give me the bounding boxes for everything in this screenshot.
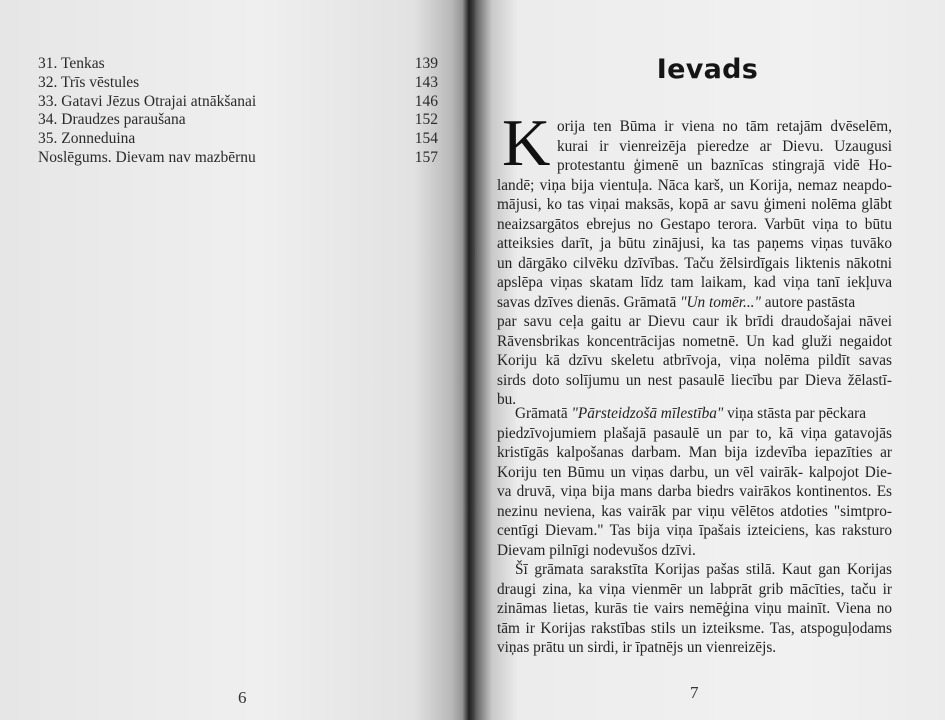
text-line: kurai ir vienreizēja pieredze ar Dievu. Uzaugusi [557, 137, 892, 155]
text-line: bu. [497, 391, 517, 408]
toc-entry [38, 149, 438, 168]
text-line: un dārgāko cilvēku dzīvības. Taču žēlsirdīgais liktenis nākotni [497, 254, 892, 272]
toc-entry-page: 157 [414, 148, 438, 166]
drop-cap: K [502, 106, 551, 180]
toc-entry-title: Noslēgums. Dievam nav mazbērnu [38, 148, 256, 166]
text-line: zināmas lietas, kurās tie vairs nemēģina viņu mainīt. Viena no [497, 600, 892, 617]
toc-entry [38, 93, 438, 112]
text-line: orija ten Būma ir viena no tām retajām dvēselēm, [557, 118, 892, 135]
toc-entry-page: 143 [414, 73, 438, 91]
text-line: Koriju ten Būmu un viņas darbu, un vēl vairāk- kalpojot Die- [497, 463, 892, 481]
left-page [0, 0, 470, 720]
text-line: kristīgās kalpošanas darbam. Man bija izdevība iepazīties ar [497, 444, 892, 461]
text-segment: Grāmatā [515, 405, 568, 422]
text-line [515, 404, 892, 424]
text-line: atteiksies darīt, ja būtu zinājusi, ka tas paņems viņas tuvāko [497, 235, 892, 252]
text-line: nezinu neviena, kas vairāk par viņu vēlētos atdoties "simtpro- [497, 502, 892, 520]
right-page-number: 7 [690, 683, 699, 702]
toc-entry [38, 130, 438, 149]
book-title-italic: "Un tomēr..." [680, 293, 761, 311]
toc-entry-title: 35. Zonneduina [38, 130, 136, 148]
text-line: protestantu ģimenē un baznīcas stingrajā vidē Ho- [557, 157, 892, 174]
text-line [497, 293, 892, 313]
text-line: par savu ceļa gaitu ar Dievu caur ik brīdi draudošajai nāvei [497, 313, 892, 330]
toc-entry-page: 139 [414, 55, 438, 72]
text-line: apslēpa viņas skatam līdz tam laikam, kad viņa tanī iekļuva [497, 274, 892, 291]
toc-entry-page: 146 [414, 92, 438, 110]
chapter-heading: Ievads [656, 54, 759, 85]
text-line: Dievam pilnīgi nodevušos dzīvi. [497, 541, 696, 559]
text-segment: viņa stāsta par pēckara [727, 405, 866, 422]
text-line: draugi zina, ka viņa vienmēr un labprāt grib mācīties, taču ir [497, 580, 892, 598]
text-segment: savas dzīves dienās. Grāmatā [497, 293, 677, 311]
text-line: mājusi, ko tas viņai maksās, kopā ar savu ģimeni nolēma glābt [497, 196, 892, 213]
text-line: Šī grāmata sarakstīta Korijas pašas stilā. Kaut gan Korijas [515, 561, 892, 578]
text-line: Koriju kā dzīvu skeletu atbrīvoja, viņa nolēma pildīt savas [497, 352, 892, 369]
toc-entry [38, 74, 438, 93]
text-line: neaizsargātos ebrejus no Gestapo terora. Varbūt viņa to būtu [497, 215, 892, 233]
toc-entry-title: 34. Draudzes paraušana [38, 111, 186, 129]
text-line: piedzīvojumiem plašajā pasaulē un par to, kā viņa gatavojās [497, 424, 892, 442]
toc-entry-page: 154 [414, 130, 438, 148]
toc-entry-title: 33. Gatavi Jēzus Otrajai atnākšanai [38, 92, 257, 110]
text-segment: autore pastāsta [764, 293, 856, 311]
table-of-contents [38, 55, 438, 168]
toc-entry-title: 31. Tenkas [38, 55, 105, 72]
text-line: sirds doto solījumu un nest pasaulē liecību par Dieva žēlastī- [497, 371, 892, 389]
toc-entry [38, 111, 438, 130]
toc-entry [38, 55, 438, 74]
book-title-italic: "Pārsteidzošā mīlestība" [571, 405, 724, 422]
text-line: centīgi Dievam." Tas bija viņa īpašais izteiciens, kas raksturo [497, 522, 892, 539]
text-line: viņas prātu un sirdi, ir īpatnējs un vienreizējs. [497, 639, 777, 656]
book-spine-gutter [463, 0, 475, 720]
text-line: va druvā, viņa bija mans darba biedrs vairākos kontinentos. Es [497, 483, 892, 500]
text-line: tām ir Korijas rakstības stils un izteiksme. Tas, atspoguļodams [497, 619, 892, 637]
toc-entry-page: 152 [414, 111, 438, 129]
text-line: landē; viņa bija vientuļa. Nāca karš, un Korija, nemaz neapdo- [497, 176, 892, 194]
text-line: Rāvensbrikas koncentrācijas nometnē. Un kad gluži negaidot [497, 332, 892, 350]
left-page-number: 6 [238, 688, 247, 707]
toc-entry-title: 32. Trīs vēstules [38, 73, 140, 91]
